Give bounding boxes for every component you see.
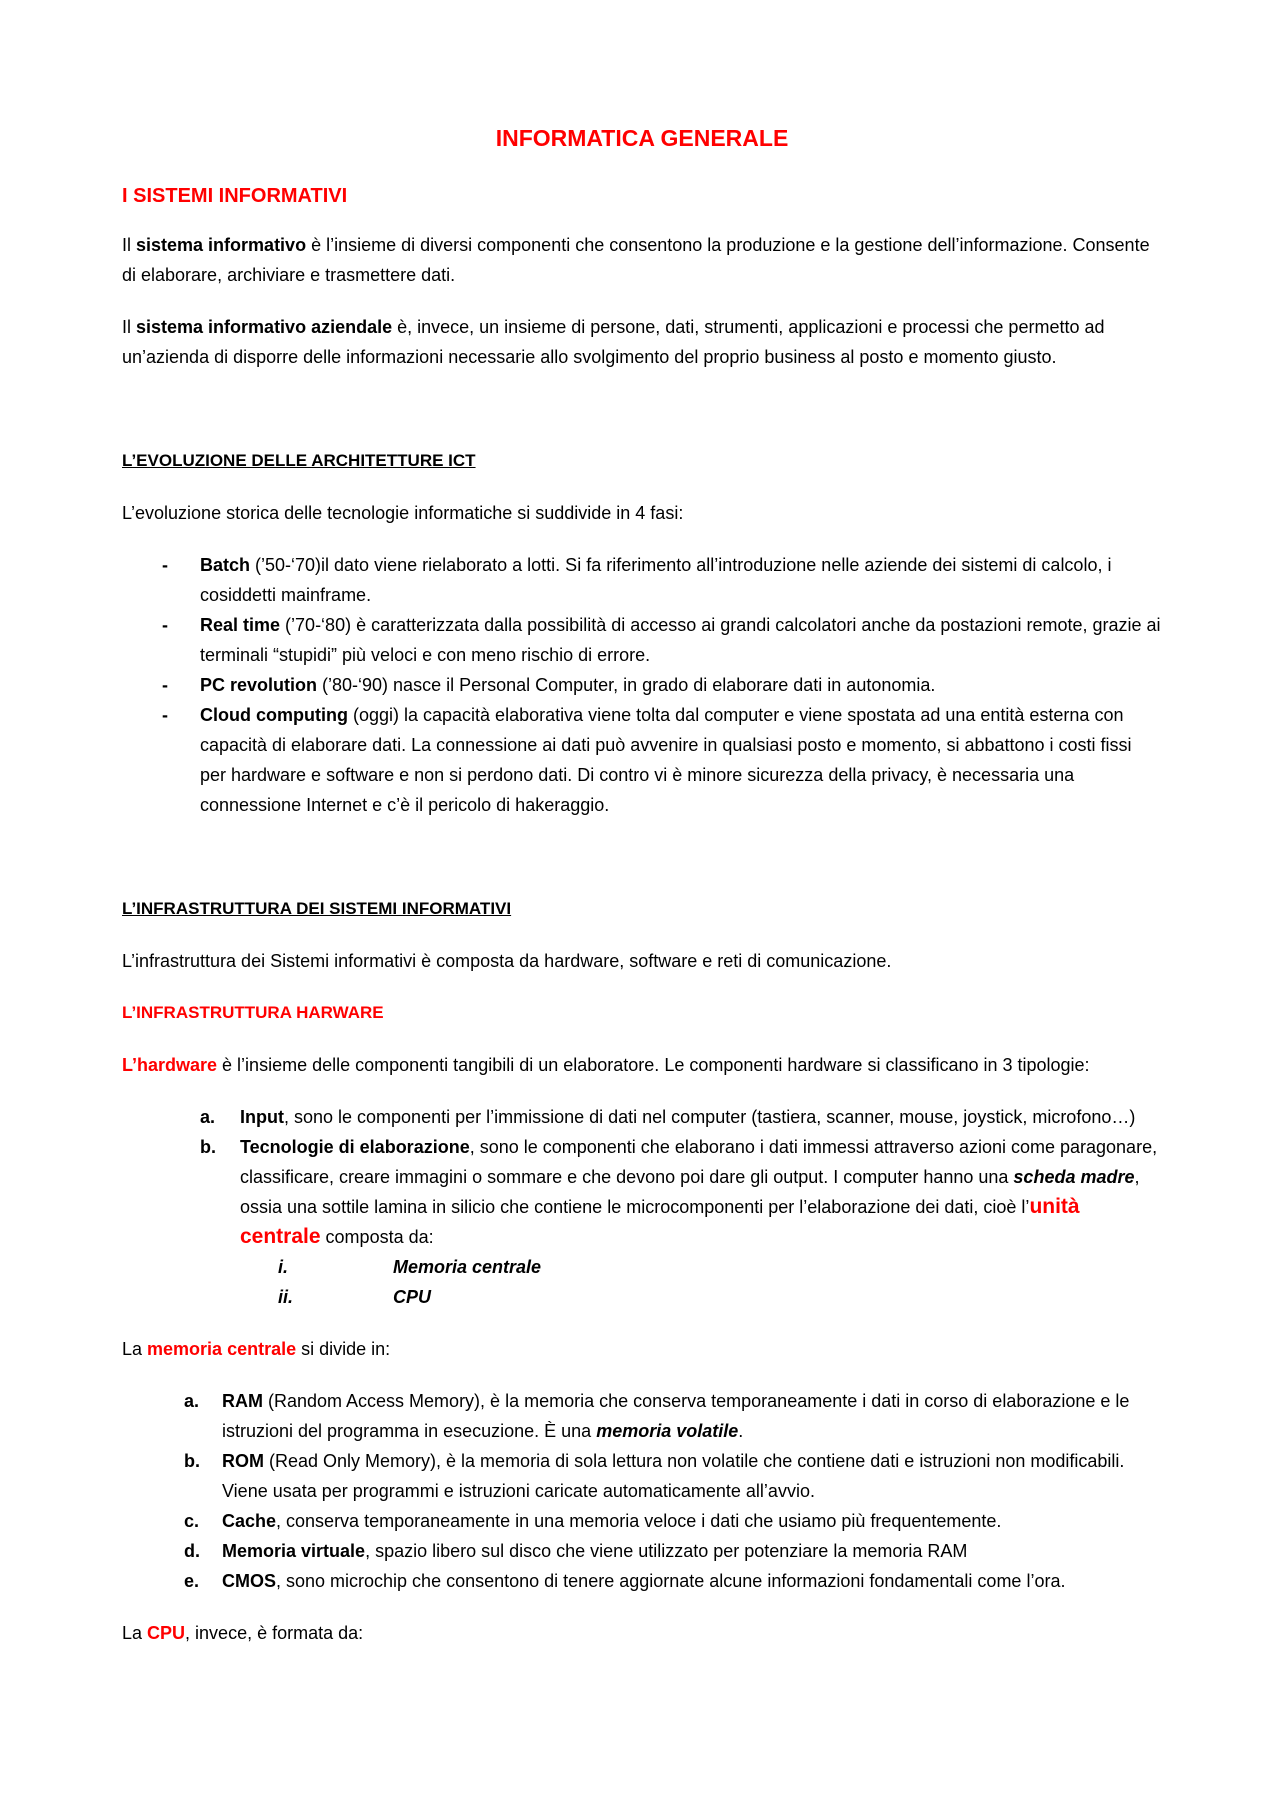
list-item	[122, 1102, 1162, 1132]
text: (Random Access Memory), è la memoria che conserva temporaneamente i dati in corso di elaborazione e le istruzioni del programma in esecuzione. È una	[222, 1391, 1130, 1441]
list-marker: d.	[184, 1541, 200, 1561]
list-item	[122, 670, 1162, 700]
paragraph-sistema-informativo	[122, 230, 1162, 290]
text: (’50-‘70)il dato viene rielaborato a lotti. Si fa riferimento all’introduzione nelle aziende dei sistemi di calcolo, i cosiddetti mainframe.	[200, 555, 1112, 605]
italic-term: scheda madre	[1013, 1167, 1135, 1187]
list-marker: c.	[184, 1511, 200, 1531]
bold-term: Tecnologie di elaborazione	[240, 1137, 470, 1157]
list-item	[122, 610, 1162, 670]
list-item	[122, 1506, 1162, 1536]
list-marker: a.	[184, 1391, 200, 1411]
list-marker: -	[162, 615, 168, 635]
bold-term: Cloud computing	[200, 705, 348, 725]
text: (’80-‘90) nasce il Personal Computer, in grado di elaborare dati in autonomia.	[317, 675, 936, 695]
red-term: L’hardware	[122, 1055, 218, 1075]
paragraph-cpu	[122, 1618, 1162, 1648]
spacer	[122, 842, 1162, 894]
paragraph-hardware	[122, 1050, 1162, 1080]
red-term: unità centrale	[240, 1195, 1080, 1248]
bold-term: Input	[240, 1107, 284, 1127]
bold-term: sistema informativo	[136, 235, 307, 255]
list-marker: a.	[200, 1107, 216, 1127]
text: , ossia una sottile lamina in silicio che contiene le microcomponenti per l’elaborazione dei dati, cioè l’	[240, 1167, 1140, 1217]
list-item	[122, 1536, 1162, 1566]
list-marker: b.	[200, 1137, 216, 1157]
text: composta da:	[320, 1227, 434, 1247]
text: è l’insieme delle componenti tangibili di un elaboratore. Le componenti hardware si classificano in 3 tipologie:	[217, 1055, 1090, 1075]
bold-term: PC revolution	[200, 675, 318, 695]
evolution-phases-list	[122, 550, 1162, 820]
text: (oggi) la capacità elaborativa viene tolta dal computer e viene spostata ad una entità esterna con capacità di elaborare dati. La connessione ai dati può avvenire in qualsiasi posto e momento, si abbattono i costi fissi per hardware e software e non si perdono dati. Di contro vi è minore sicurezza della privacy, è necessaria una connessione Internet e c’è il pericolo di hakeraggio.	[200, 705, 1132, 815]
bold-term: Memoria virtuale	[222, 1541, 366, 1561]
paragraph-memoria-centrale	[122, 1334, 1162, 1364]
sub-list	[240, 1252, 1162, 1312]
italic-term: memoria volatile	[596, 1421, 739, 1441]
spacer	[122, 394, 1162, 446]
section-heading-infrastruttura: L’INFRASTRUTTURA DEI SISTEMI INFORMATIVI	[122, 899, 512, 918]
text: è l’insieme di diversi componenti che consentono la produzione e la gestione dell’informazione. Consente di elaborare, archiviare e trasmettere dati.	[122, 235, 1150, 285]
section-heading-evoluzione: L’EVOLUZIONE DELLE ARCHITETTURE ICT	[122, 451, 476, 470]
bold-term: Cache	[222, 1511, 277, 1531]
bold-term: RAM	[222, 1391, 263, 1411]
sub-list-marker: ii.	[278, 1287, 294, 1307]
red-term: memoria centrale	[147, 1339, 297, 1359]
hardware-types-list	[122, 1102, 1162, 1312]
document-body	[122, 122, 1162, 1670]
text: , invece, è formata da:	[185, 1623, 364, 1643]
paragraph-sistema-informativo-aziendale	[122, 312, 1162, 372]
list-item	[122, 1446, 1162, 1506]
bold-term: sistema informativo aziendale	[136, 317, 393, 337]
text: Il	[122, 235, 137, 255]
bold-term: Real time	[200, 615, 281, 635]
sub-list-marker: i.	[278, 1257, 289, 1277]
text: La	[122, 1623, 148, 1643]
text: , sono microchip che consentono di tenere aggiornate alcune informazioni fondamentali come l’ora.	[276, 1571, 1066, 1591]
list-marker: b.	[184, 1451, 200, 1471]
text: , conserva temporaneamente in una memoria veloce i dati che usiamo più frequentemente.	[276, 1511, 1002, 1531]
list-marker: -	[162, 705, 168, 725]
text: (Read Only Memory), è la memoria di sola lettura non volatile che contiene dati e istruzioni non modificabili. Viene usata per programmi e istruzioni caricate automaticamente all’avvio.	[222, 1451, 1125, 1501]
subheading-infrastruttura-hardware: L’INFRASTRUTTURA HARWARE	[122, 1003, 384, 1022]
document-title: INFORMATICA GENERALE	[495, 125, 789, 151]
red-term: CPU	[147, 1623, 186, 1643]
list-marker: e.	[184, 1571, 200, 1591]
sub-list-item	[122, 1252, 1162, 1282]
list-item	[122, 700, 1162, 820]
list-marker: -	[162, 555, 168, 575]
list-item	[122, 1386, 1162, 1446]
paragraph-infrastruttura-intro: L’infrastruttura dei Sistemi informativi è composta da hardware, software e reti di comunicazione.	[122, 951, 892, 971]
text: CPU	[393, 1287, 432, 1307]
section-heading-sistemi-informativi: I SISTEMI INFORMATIVI	[122, 185, 348, 207]
text: (’70-‘80) è caratterizzata dalla possibilità di accesso ai grandi calcolatori anche da postazioni remote, grazie ai terminali “stupidi” più veloci e con meno rischio di errore.	[200, 615, 1161, 665]
text: Memoria centrale	[393, 1257, 542, 1277]
bold-term: Batch	[200, 555, 251, 575]
text: La	[122, 1339, 148, 1359]
text: , spazio libero sul disco che viene utilizzato per potenziare la memoria RAM	[365, 1541, 968, 1561]
paragraph-evoluzione-intro: L’evoluzione storica delle tecnologie informatiche si suddivide in 4 fasi:	[122, 503, 684, 523]
text: , sono le componenti che elaborano i dati immessi attraverso azioni come paragonare, classificare, creare immagini o sommare e che devono poi dare gli output. I computer hanno una	[240, 1137, 1158, 1187]
text: , sono le componenti per l’immissione di dati nel computer (tastiera, scanner, mouse, joystick, microfono…)	[283, 1107, 1136, 1127]
list-item	[122, 550, 1162, 610]
list-item	[122, 1566, 1162, 1596]
list-item	[122, 1132, 1162, 1312]
bold-term: CMOS	[222, 1571, 276, 1591]
sub-list-item	[122, 1282, 1162, 1312]
memory-types-list	[122, 1386, 1162, 1596]
text: si divide in:	[296, 1339, 391, 1359]
text: .	[738, 1421, 744, 1441]
list-marker: -	[162, 675, 168, 695]
text: Il	[122, 317, 137, 337]
text: è, invece, un insieme di persone, dati, strumenti, applicazioni e processi che permetto ad un’azienda di disporre delle informazioni necessarie allo svolgimento del proprio business al posto e momento giusto.	[122, 317, 1105, 367]
bold-term: ROM	[222, 1451, 264, 1471]
